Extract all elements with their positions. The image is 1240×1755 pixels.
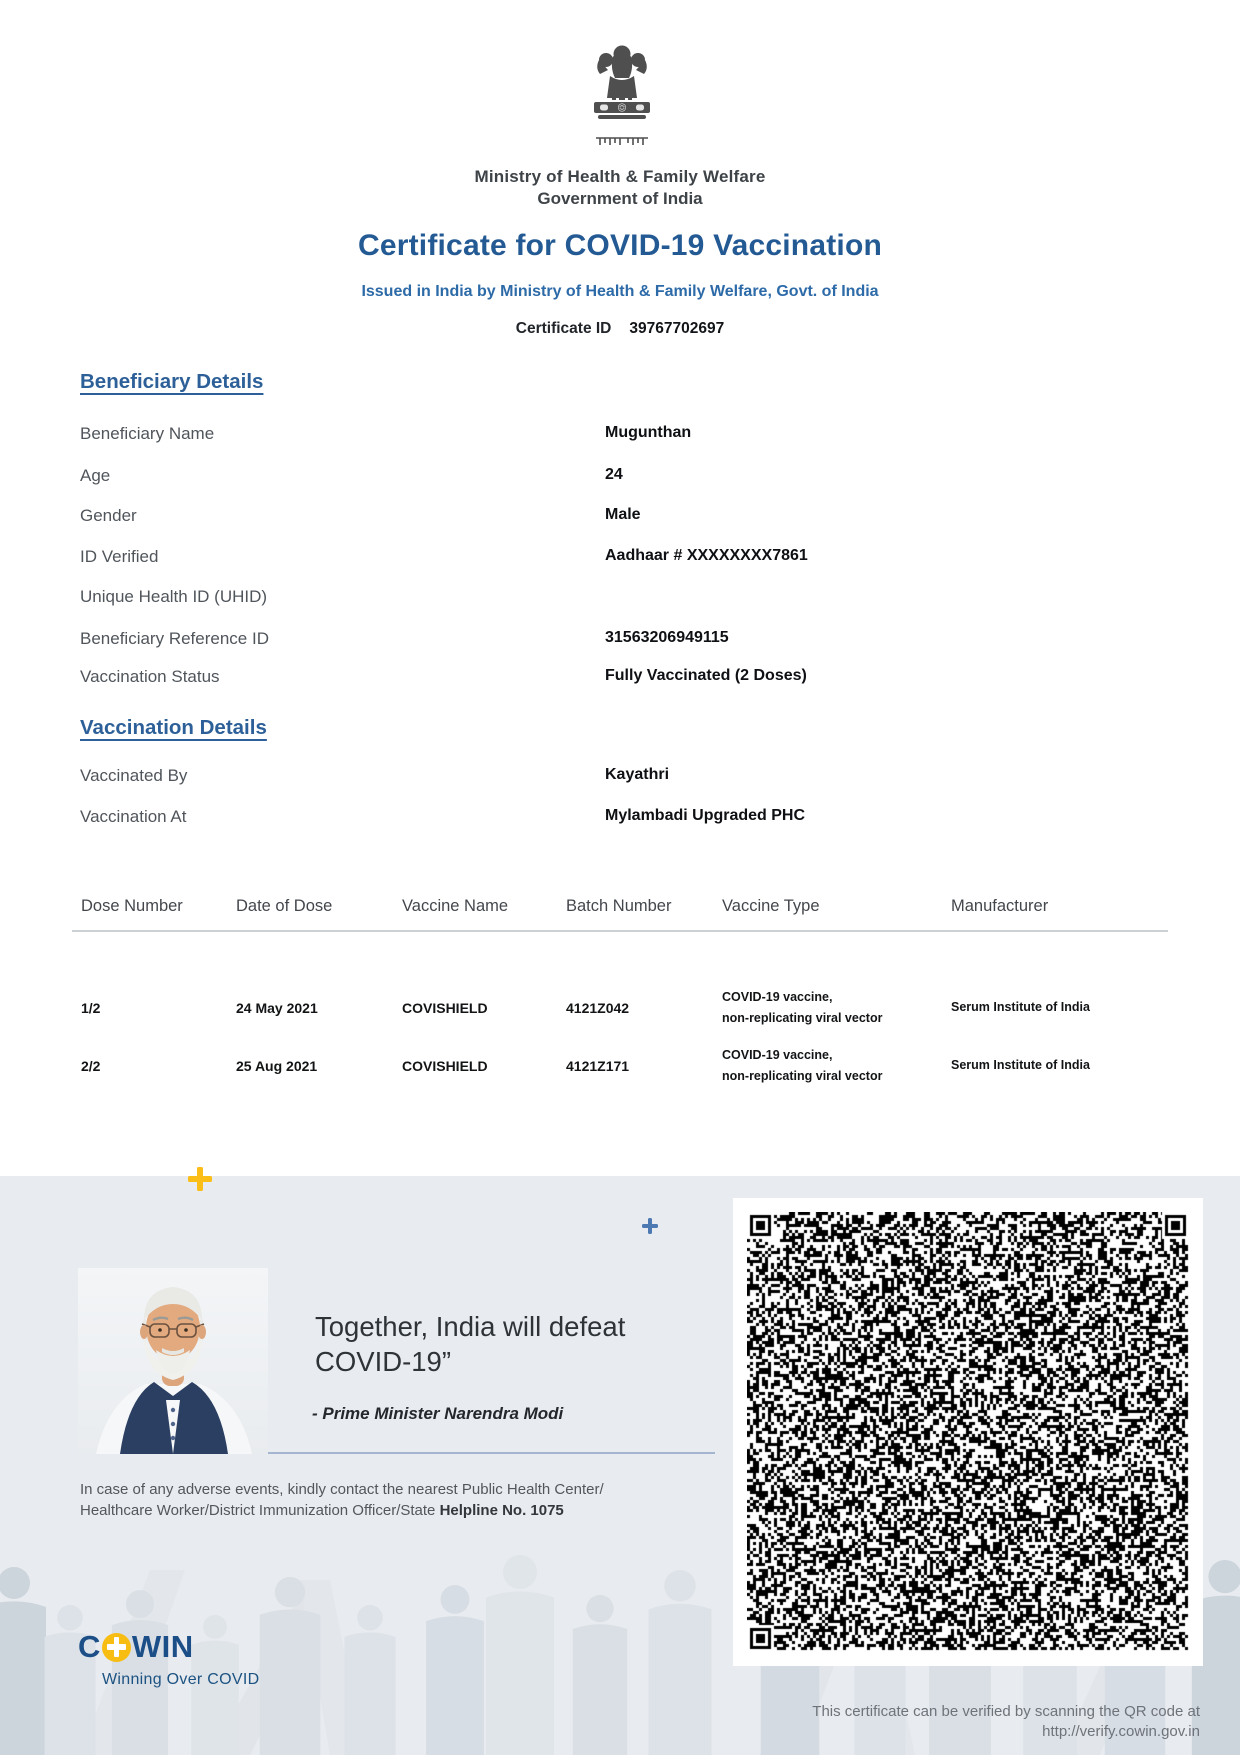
cowin-logo-c: C (78, 1629, 101, 1664)
pm-modi-photo (78, 1268, 268, 1454)
dose-table-header (0, 897, 1240, 919)
dose-row-2 (0, 1046, 1240, 1090)
vaccinated-by-value: Kayathri (605, 766, 670, 783)
dose2-type-line2: non-replicating viral vector (722, 1069, 883, 1083)
adverse-line1: In case of any adverse events, kindly contact the nearest Public Health Center/ (80, 1481, 604, 1498)
id-verified-value: Aadhaar # XXXXXXXX7861 (605, 547, 808, 564)
certificate-id-row (0, 320, 1240, 338)
dose1-date: 24 May 2021 (236, 1000, 318, 1016)
vaccinated-by-label: Vaccinated By (80, 766, 188, 785)
uhid-label: Unique Health ID (UHID) (80, 587, 268, 606)
quote-line2: COVID-19” (315, 1346, 451, 1377)
reference-id-label: Beneficiary Reference ID (80, 629, 269, 648)
cowin-logo (78, 1629, 194, 1665)
verification-qr-code (733, 1198, 1203, 1666)
plus-icon-blue-top (642, 1218, 658, 1234)
verify-url: http://verify.cowin.gov.in (1042, 1723, 1200, 1740)
reference-id-value: 31563206949115 (605, 629, 729, 646)
vaccination-details-heading: Vaccination Details (80, 716, 267, 739)
col-dose-number: Dose Number (81, 897, 183, 915)
cowin-plus-icon (102, 1633, 131, 1662)
col-vaccine-name: Vaccine Name (402, 897, 509, 915)
helpline-number: Helpline No. 1075 (439, 1502, 564, 1519)
age-value: 24 (605, 466, 623, 483)
beneficiary-name-label: Beneficiary Name (80, 424, 215, 443)
dose2-date: 25 Aug 2021 (236, 1058, 318, 1074)
dose1-manufacturer: Serum Institute of India (951, 1000, 1090, 1014)
certificate-id-label: Certificate ID (515, 320, 612, 337)
gender-label: Gender (80, 506, 137, 525)
dose1-batch: 4121Z042 (566, 1000, 630, 1016)
vaccination-status-value: Fully Vaccinated (2 Doses) (605, 667, 807, 684)
gender-value: Male (605, 506, 641, 523)
dose1-type-line1: COVID-19 vaccine, (722, 990, 833, 1004)
certificate-subtitle: Issued in India by Ministry of Health & Family Welfare, Govt. of India (361, 283, 879, 300)
adverse-line2: Healthcare Worker/District Immunization Officer/State (80, 1502, 440, 1519)
dose-row-1 (0, 988, 1240, 1032)
table-divider (72, 930, 1168, 932)
dose2-number: 2/2 (81, 1058, 101, 1074)
col-vaccine-type: Vaccine Type (722, 897, 820, 915)
quote-attribution: - Prime Minister Narendra Modi (312, 1404, 564, 1423)
dose2-vaccine: COVISHIELD (402, 1058, 488, 1074)
quote-line1: Together, India will defeat (315, 1311, 626, 1342)
vaccination-at-label: Vaccination At (80, 807, 187, 826)
col-date-of-dose: Date of Dose (236, 897, 333, 915)
age-label: Age (80, 466, 111, 485)
verification-note (700, 1702, 1200, 1742)
dose1-type-line2: non-replicating viral vector (722, 1011, 883, 1025)
dose2-type-line1: COVID-19 vaccine, (722, 1048, 833, 1062)
dose2-batch: 4121Z171 (566, 1058, 630, 1074)
cowin-tagline: Winning Over COVID (102, 1671, 260, 1688)
india-emblem-icon (588, 42, 656, 160)
verify-line1: This certificate can be verified by scanning the QR code at (812, 1703, 1200, 1720)
certificate-title: Certificate for COVID-19 Vaccination (357, 229, 882, 262)
beneficiary-details-heading: Beneficiary Details (80, 370, 264, 393)
vaccination-at-value: Mylambadi Upgraded PHC (605, 807, 806, 824)
plus-icon-yellow-top (188, 1167, 212, 1191)
col-batch-number: Batch Number (566, 897, 672, 915)
dose2-manufacturer: Serum Institute of India (951, 1058, 1090, 1072)
government-name: Government of India (537, 189, 703, 208)
id-verified-label: ID Verified (80, 547, 159, 566)
dose1-number: 1/2 (81, 1000, 101, 1016)
adverse-events-note (80, 1479, 680, 1521)
vaccination-status-label: Vaccination Status (80, 667, 220, 686)
cowin-logo-win: WIN (131, 1629, 194, 1664)
certificate-id-value: 39767702697 (629, 320, 725, 337)
col-manufacturer: Manufacturer (951, 897, 1049, 915)
dose1-vaccine: COVISHIELD (402, 1000, 488, 1016)
ministry-name: Ministry of Health & Family Welfare (474, 167, 766, 186)
beneficiary-name-value: Mugunthan (605, 424, 692, 441)
